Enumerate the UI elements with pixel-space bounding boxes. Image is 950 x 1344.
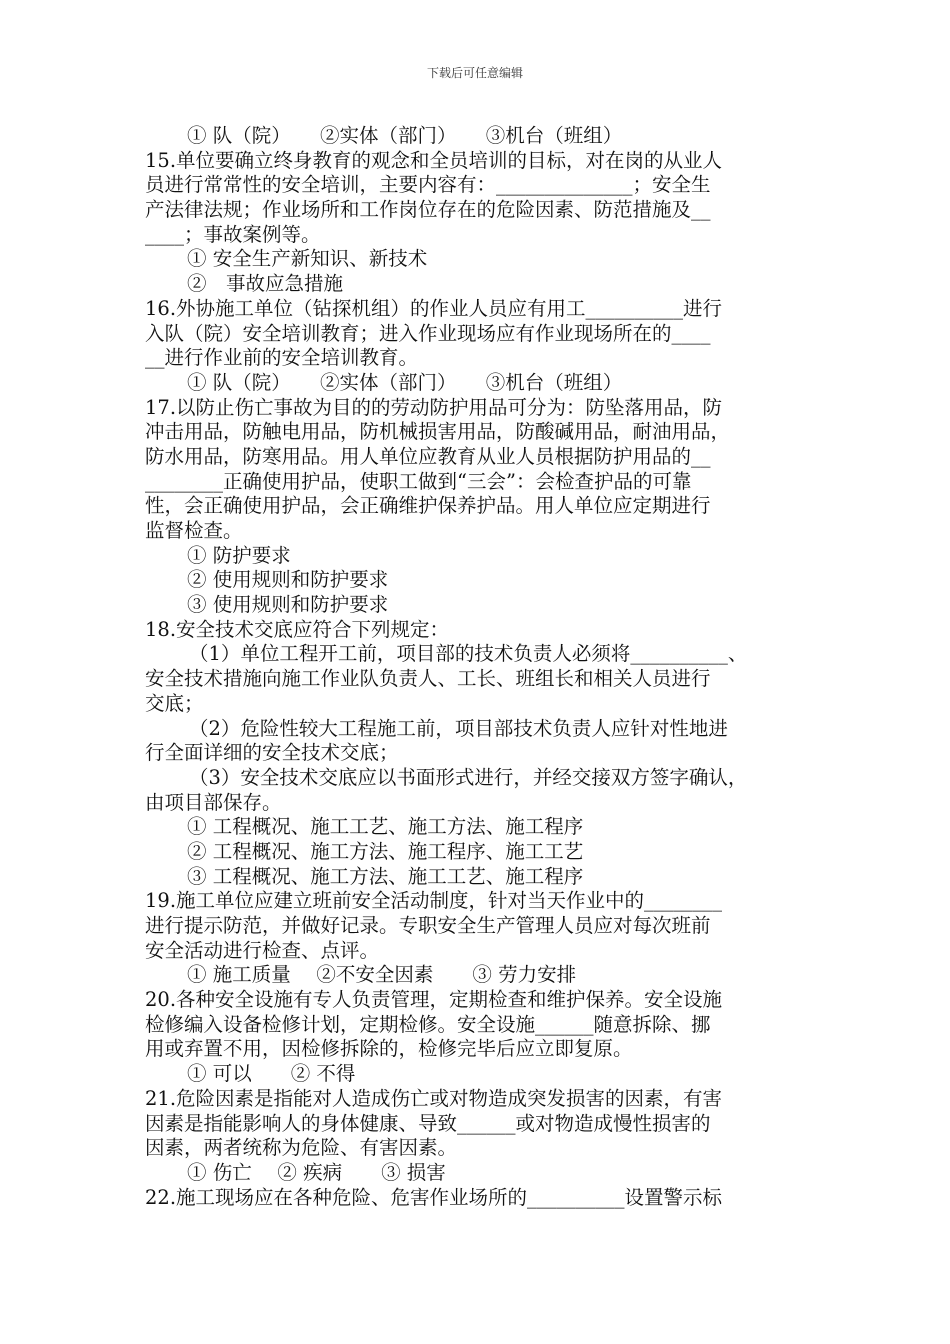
page-header: 下载后可任意编辑 — [426, 66, 523, 80]
text-line: 安全活动进行检查、点评。 — [145, 938, 380, 962]
answer-option-line: ① 防护要求 — [187, 543, 291, 567]
text-line: （3）安全技术交底应以书面形式进行，并经交接双方签字确认， — [189, 765, 748, 789]
answer-option-line: ② 事故应急措施 — [187, 272, 344, 296]
text-line: 进行提示防范，并做好记录。专职安全生产管理人员应对每次班前 — [145, 914, 711, 937]
answer-option-line: ① 工程概况、施工工艺、施工方法、施工程序 — [187, 815, 584, 839]
text-line: 18.安全技术交底应符合下列规定： — [145, 617, 450, 641]
text-line: 安全技术措施向施工作业队负责人、工长、班组长和相关人员进行 — [145, 667, 711, 691]
text-line: 冲击用品，防触电用品，防机械损害用品，防酸碱用品，耐油用品， — [145, 420, 731, 444]
answer-option-line: ② 工程概况、施工方法、施工程序、施工工艺 — [187, 839, 584, 863]
text-line: 用或弃置不用，因检修拆除的，检修完毕后应立即复原。 — [145, 1037, 633, 1061]
text-line: 性，会正确使用护品，会正确维护保养护品。用人单位应定期进行 — [145, 494, 711, 518]
text-line: 员进行常常性的安全培训，主要内容有：______________；安全生 — [145, 173, 711, 197]
answer-option-line: ③ 工程概况、施工方法、施工工艺、施工程序 — [187, 864, 584, 888]
answer-option-line: ③ 使用规则和防护要求 — [187, 593, 389, 617]
text-line: （1）单位工程开工前，项目部的技术负责人必须将__________、 — [189, 642, 748, 666]
text-line: 由项目部保存。 — [145, 790, 282, 814]
text-line: 22.施工现场应在各种危险、危害作业场所的__________设置警示标 — [145, 1185, 723, 1209]
text-line: 监督检查。 — [145, 519, 243, 542]
answer-option-line: ① 队（院） ②实体（部门） ③机台（班组） — [187, 370, 623, 394]
text-line: ____；事故案例等。 — [145, 222, 321, 246]
answer-option-line: ① 施工质量 ②不安全因素 ③ 劳力安排 — [187, 963, 577, 987]
text-line: 行全面详细的安全技术交底； — [145, 741, 399, 765]
text-line: 入队（院）安全培训教育；进入作业现场应有作业现场所在的____ — [145, 321, 711, 345]
answer-option-line: ① 队（院） ②实体（部门） ③机台（班组） — [187, 124, 623, 147]
text-line: 20.各种安全设施有专人负责管理，定期检查和维护保养。安全设施 — [145, 988, 723, 1012]
text-line: 19.施工单位应建立班前安全活动制度，针对当天作业中的________ — [145, 889, 723, 913]
text-line: 因素是指能影响人的身体健康、导致______或对物造成慢性损害的 — [145, 1111, 711, 1135]
answer-option-line: ② 使用规则和防护要求 — [187, 568, 389, 592]
text-line: 检修编入设备检修计划，定期检修。安全设施______随意拆除、挪 — [145, 1012, 711, 1036]
text-line: 17.以防止伤亡事故为目的的劳动防护用品可分为：防坠落用品，防 — [145, 395, 723, 419]
text-line: （2）危险性较大工程施工前，项目部技术负责人应针对性地进 — [189, 716, 728, 740]
text-line: 21.危险因素是指能对人造成伤亡或对物造成突发损害的因素，有害 — [145, 1086, 723, 1110]
text-line: 16.外协施工单位（钻探机组）的作业人员应有用工__________进行 — [145, 296, 723, 320]
document-body — [145, 124, 825, 1210]
text-line: 因素，两者统称为危险、有害因素。 — [145, 1136, 458, 1160]
text-line: 15.单位要确立终身教育的观念和全员培训的目标，对在岗的从业人 — [145, 148, 723, 172]
text-line: 交底； — [145, 691, 204, 715]
answer-option-line: ① 伤亡 ② 疾病 ③ 损害 — [187, 1160, 446, 1184]
text-line: 防水用品，防寒用品。用人单位应教育从业人员根据防护用品的__ — [145, 444, 711, 468]
text-line: ________正确使用护品，使职工做到“三会”：会检查护品的可靠 — [145, 469, 692, 493]
answer-option-line: ① 可以 ② 不得 — [187, 1062, 356, 1086]
text-line: __进行作业前的安全培训教育。 — [145, 346, 419, 370]
answer-option-line: ① 安全生产新知识、新技术 — [187, 247, 428, 271]
text-line: 产法律法规；作业场所和工作岗位存在的危险因素、防范措施及__ — [145, 198, 711, 222]
